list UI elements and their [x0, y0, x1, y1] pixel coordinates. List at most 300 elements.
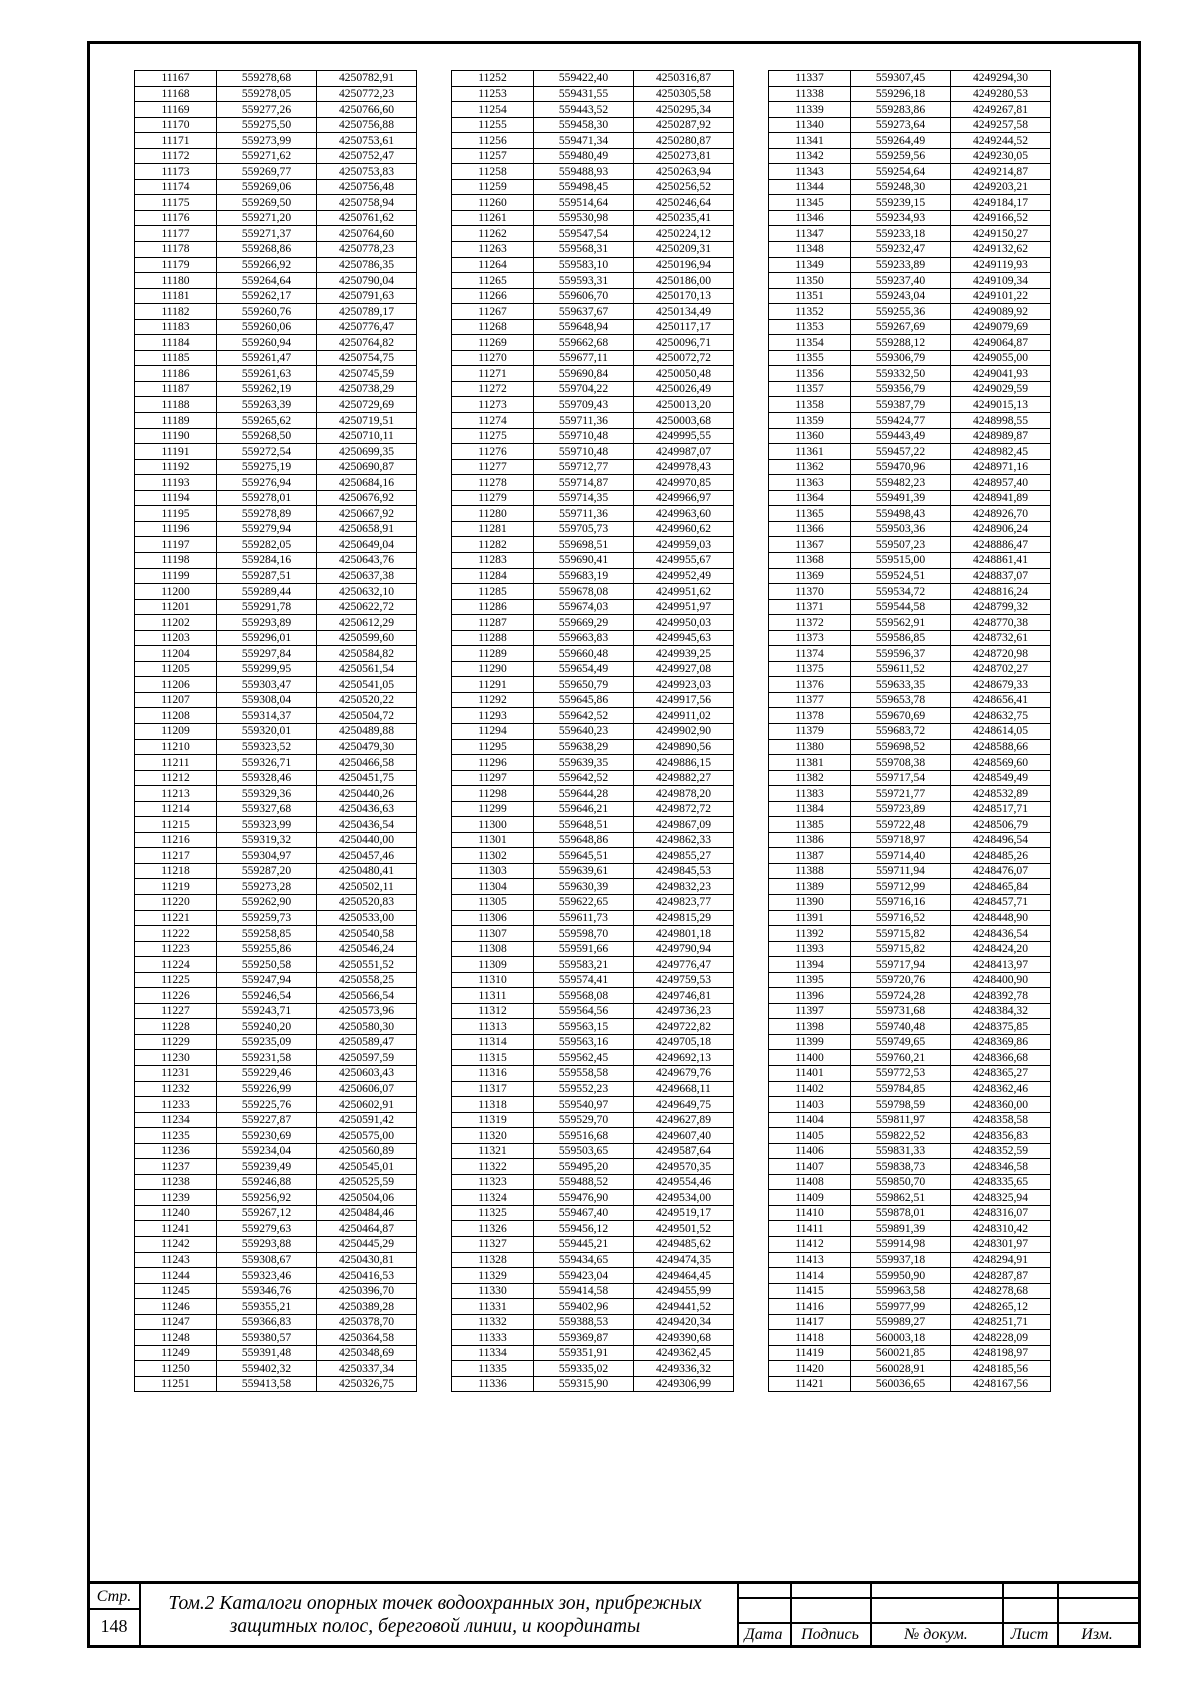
point-number-cell: 11351 — [769, 288, 851, 304]
x-coordinate-cell: 559271,37 — [217, 226, 317, 242]
x-coordinate-cell: 559740,48 — [851, 1019, 951, 1035]
table-row — [135, 490, 417, 506]
point-number-cell: 11320 — [452, 1128, 534, 1144]
point-number-cell: 11283 — [452, 552, 534, 568]
x-coordinate-cell: 560003,18 — [851, 1330, 951, 1346]
table-row — [452, 304, 734, 320]
point-number-cell: 11198 — [135, 552, 217, 568]
point-number-cell: 11277 — [452, 459, 534, 475]
point-number-cell: 11228 — [135, 1019, 217, 1035]
point-number-cell: 11259 — [452, 179, 534, 195]
x-coordinate-cell: 559718,97 — [851, 832, 951, 848]
y-coordinate-cell: 4250378,70 — [317, 1314, 417, 1330]
x-coordinate-cell: 559650,79 — [534, 677, 634, 693]
point-number-cell: 11219 — [135, 879, 217, 895]
table-row — [135, 817, 417, 833]
point-number-cell: 11184 — [135, 335, 217, 351]
y-coordinate-cell: 4249776,47 — [634, 957, 734, 973]
x-coordinate-cell: 559303,47 — [217, 677, 317, 693]
y-coordinate-cell: 4250551,52 — [317, 957, 417, 973]
table-row — [135, 1237, 417, 1253]
y-coordinate-cell: 4250753,61 — [317, 133, 417, 149]
x-coordinate-cell: 559677,11 — [534, 350, 634, 366]
point-number-cell: 11366 — [769, 521, 851, 537]
x-coordinate-cell: 559229,46 — [217, 1066, 317, 1082]
y-coordinate-cell: 4250520,22 — [317, 692, 417, 708]
table-row — [452, 490, 734, 506]
table-row — [452, 273, 734, 289]
table-row — [135, 1330, 417, 1346]
point-number-cell: 11242 — [135, 1237, 217, 1253]
x-coordinate-cell: 559638,29 — [534, 739, 634, 755]
point-number-cell: 11404 — [769, 1112, 851, 1128]
x-coordinate-cell: 559698,52 — [851, 739, 951, 755]
point-number-cell: 11392 — [769, 926, 851, 942]
table-row — [452, 257, 734, 273]
point-number-cell: 11317 — [452, 1081, 534, 1097]
y-coordinate-cell: 4249570,35 — [634, 1159, 734, 1175]
y-coordinate-cell: 4249790,94 — [634, 941, 734, 957]
point-number-cell: 11171 — [135, 133, 217, 149]
point-number-cell: 11412 — [769, 1237, 851, 1253]
point-number-cell: 11377 — [769, 692, 851, 708]
point-number-cell: 11343 — [769, 164, 851, 180]
point-number-cell: 11344 — [769, 179, 851, 195]
y-coordinate-cell: 4250287,92 — [634, 117, 734, 133]
table-row — [452, 1174, 734, 1190]
point-number-cell: 11333 — [452, 1330, 534, 1346]
x-coordinate-cell: 559720,76 — [851, 972, 951, 988]
y-coordinate-cell: 4250597,59 — [317, 1050, 417, 1066]
y-coordinate-cell: 4250235,41 — [634, 210, 734, 226]
y-coordinate-cell: 4250072,72 — [634, 350, 734, 366]
y-coordinate-cell: 4249244,52 — [951, 133, 1051, 149]
table-row — [452, 879, 734, 895]
point-number-cell: 11211 — [135, 755, 217, 771]
table-row — [452, 1237, 734, 1253]
x-coordinate-cell: 559351,91 — [534, 1345, 634, 1361]
y-coordinate-cell: 4249101,22 — [951, 288, 1051, 304]
y-coordinate-cell: 4249119,93 — [951, 257, 1051, 273]
y-coordinate-cell: 4249015,13 — [951, 397, 1051, 413]
y-coordinate-cell: 4250466,58 — [317, 755, 417, 771]
y-coordinate-cell: 4250599,60 — [317, 630, 417, 646]
table-row — [769, 1376, 1051, 1392]
y-coordinate-cell: 4249041,93 — [951, 366, 1051, 382]
y-coordinate-cell: 4249952,49 — [634, 568, 734, 584]
point-number-cell: 11287 — [452, 615, 534, 631]
point-number-cell: 11281 — [452, 521, 534, 537]
x-coordinate-cell: 559319,32 — [217, 832, 317, 848]
y-coordinate-cell: 4250533,00 — [317, 910, 417, 926]
coordinates-table-1 — [134, 70, 417, 1392]
point-number-cell: 11205 — [135, 661, 217, 677]
point-number-cell: 11221 — [135, 910, 217, 926]
x-coordinate-cell: 559654,49 — [534, 661, 634, 677]
table-row — [135, 552, 417, 568]
x-coordinate-cell: 559563,16 — [534, 1034, 634, 1050]
table-row — [769, 319, 1051, 335]
x-coordinate-cell: 559749,65 — [851, 1034, 951, 1050]
point-number-cell: 11229 — [135, 1034, 217, 1050]
x-coordinate-cell: 559598,70 — [534, 926, 634, 942]
y-coordinate-cell: 4249890,56 — [634, 739, 734, 755]
x-coordinate-cell: 559289,44 — [217, 584, 317, 600]
point-number-cell: 11358 — [769, 397, 851, 413]
table-row — [769, 1174, 1051, 1190]
point-number-cell: 11356 — [769, 366, 851, 382]
y-coordinate-cell: 4249950,03 — [634, 615, 734, 631]
y-coordinate-cell: 4248294,91 — [951, 1252, 1051, 1268]
y-coordinate-cell: 4250196,94 — [634, 257, 734, 273]
x-coordinate-cell: 559293,89 — [217, 615, 317, 631]
table-row — [452, 1034, 734, 1050]
table-row — [769, 552, 1051, 568]
y-coordinate-cell: 4248679,33 — [951, 677, 1051, 693]
point-number-cell: 11327 — [452, 1237, 534, 1253]
x-coordinate-cell: 559288,12 — [851, 335, 951, 351]
table-row — [769, 242, 1051, 258]
y-coordinate-cell: 4249939,25 — [634, 646, 734, 662]
y-coordinate-cell: 4249534,00 — [634, 1190, 734, 1206]
y-coordinate-cell: 4249455,99 — [634, 1283, 734, 1299]
point-number-cell: 11354 — [769, 335, 851, 351]
table-row — [452, 723, 734, 739]
table-row — [452, 1003, 734, 1019]
point-number-cell: 11384 — [769, 801, 851, 817]
x-coordinate-cell: 559434,65 — [534, 1252, 634, 1268]
y-coordinate-cell: 4250489,88 — [317, 723, 417, 739]
y-coordinate-cell: 4249872,72 — [634, 801, 734, 817]
y-coordinate-cell: 4248770,38 — [951, 615, 1051, 631]
table-row — [452, 926, 734, 942]
point-number-cell: 11285 — [452, 584, 534, 600]
point-number-cell: 11268 — [452, 319, 534, 335]
x-coordinate-cell: 559711,94 — [851, 863, 951, 879]
point-number-cell: 11269 — [452, 335, 534, 351]
table-row — [452, 552, 734, 568]
x-coordinate-cell: 559717,94 — [851, 957, 951, 973]
x-coordinate-cell: 559606,70 — [534, 288, 634, 304]
x-coordinate-cell: 559503,36 — [851, 521, 951, 537]
point-number-cell: 11302 — [452, 848, 534, 864]
x-coordinate-cell: 559237,40 — [851, 273, 951, 289]
revision-header: Изм. — [1081, 1626, 1113, 1643]
table-row — [452, 817, 734, 833]
y-coordinate-cell: 4248906,24 — [951, 521, 1051, 537]
x-coordinate-cell: 559467,40 — [534, 1205, 634, 1221]
point-number-cell: 11234 — [135, 1112, 217, 1128]
y-coordinate-cell: 4249945,63 — [634, 630, 734, 646]
y-coordinate-cell: 4250209,31 — [634, 242, 734, 258]
y-coordinate-cell: 4248301,97 — [951, 1237, 1051, 1253]
table-row — [769, 1345, 1051, 1361]
table-row — [769, 428, 1051, 444]
x-coordinate-cell: 559711,36 — [534, 413, 634, 429]
y-coordinate-cell: 4250761,62 — [317, 210, 417, 226]
point-number-cell: 11195 — [135, 506, 217, 522]
table-row — [769, 661, 1051, 677]
y-coordinate-cell: 4250546,24 — [317, 941, 417, 957]
point-number-cell: 11202 — [135, 615, 217, 631]
point-number-cell: 11421 — [769, 1376, 851, 1392]
table-row — [769, 71, 1051, 87]
table-row — [135, 397, 417, 413]
x-coordinate-cell: 559639,35 — [534, 755, 634, 771]
table-row — [135, 350, 417, 366]
x-coordinate-cell: 559622,65 — [534, 894, 634, 910]
y-coordinate-cell: 4250170,13 — [634, 288, 734, 304]
point-number-cell: 11345 — [769, 195, 851, 211]
point-number-cell: 11194 — [135, 490, 217, 506]
x-coordinate-cell: 559265,62 — [217, 413, 317, 429]
table-row — [135, 770, 417, 786]
y-coordinate-cell: 4250096,71 — [634, 335, 734, 351]
y-coordinate-cell: 4248614,05 — [951, 723, 1051, 739]
x-coordinate-cell: 559308,04 — [217, 692, 317, 708]
point-number-cell: 11361 — [769, 444, 851, 460]
y-coordinate-cell: 4250719,51 — [317, 413, 417, 429]
table-row — [452, 1019, 734, 1035]
point-number-cell: 11371 — [769, 599, 851, 615]
point-number-cell: 11170 — [135, 117, 217, 133]
y-coordinate-cell: 4250643,76 — [317, 552, 417, 568]
y-coordinate-cell: 4249501,52 — [634, 1221, 734, 1237]
x-coordinate-cell: 559233,89 — [851, 257, 951, 273]
y-coordinate-cell: 4249587,64 — [634, 1143, 734, 1159]
table-row — [769, 1330, 1051, 1346]
point-number-cell: 11273 — [452, 397, 534, 413]
y-coordinate-cell: 4249955,67 — [634, 552, 734, 568]
point-number-cell: 11359 — [769, 413, 851, 429]
y-coordinate-cell: 4250316,87 — [634, 71, 734, 87]
table-row — [769, 210, 1051, 226]
y-coordinate-cell: 4250622,72 — [317, 599, 417, 615]
table-row — [769, 117, 1051, 133]
y-coordinate-cell: 4250305,58 — [634, 86, 734, 102]
y-coordinate-cell: 4249474,35 — [634, 1252, 734, 1268]
table-row — [135, 1143, 417, 1159]
point-number-cell: 11172 — [135, 148, 217, 164]
table-row — [452, 164, 734, 180]
x-coordinate-cell: 559850,70 — [851, 1174, 951, 1190]
table-row — [135, 739, 417, 755]
point-number-cell: 11208 — [135, 708, 217, 724]
page-number: 148 — [100, 1616, 128, 1636]
table-row — [769, 288, 1051, 304]
table-row — [452, 1159, 734, 1175]
point-number-cell: 11342 — [769, 148, 851, 164]
point-number-cell: 11312 — [452, 1003, 534, 1019]
x-coordinate-cell: 559644,28 — [534, 786, 634, 802]
x-coordinate-cell: 559583,21 — [534, 957, 634, 973]
point-number-cell: 11258 — [452, 164, 534, 180]
y-coordinate-cell: 4248532,89 — [951, 786, 1051, 802]
table-row — [452, 133, 734, 149]
y-coordinate-cell: 4250273,81 — [634, 148, 734, 164]
point-number-cell: 11418 — [769, 1330, 851, 1346]
table-row — [135, 335, 417, 351]
table-row — [769, 1066, 1051, 1082]
x-coordinate-cell: 559262,19 — [217, 381, 317, 397]
point-number-cell: 11288 — [452, 630, 534, 646]
table-row — [769, 972, 1051, 988]
point-number-cell: 11215 — [135, 817, 217, 833]
x-coordinate-cell: 559669,29 — [534, 615, 634, 631]
table-row — [452, 1376, 734, 1392]
table-row — [769, 304, 1051, 320]
y-coordinate-cell: 4249554,46 — [634, 1174, 734, 1190]
table-row — [135, 863, 417, 879]
point-number-cell: 11378 — [769, 708, 851, 724]
point-number-cell: 11401 — [769, 1066, 851, 1082]
table-row — [769, 1190, 1051, 1206]
table-row — [769, 506, 1051, 522]
y-coordinate-cell: 4250541,05 — [317, 677, 417, 693]
x-coordinate-cell: 559470,96 — [851, 459, 951, 475]
point-number-cell: 11296 — [452, 755, 534, 771]
x-coordinate-cell: 559272,54 — [217, 444, 317, 460]
point-number-cell: 11339 — [769, 102, 851, 118]
y-coordinate-cell: 4248816,24 — [951, 584, 1051, 600]
point-number-cell: 11235 — [135, 1128, 217, 1144]
x-coordinate-cell: 559284,16 — [217, 552, 317, 568]
y-coordinate-cell: 4249995,55 — [634, 428, 734, 444]
point-number-cell: 11216 — [135, 832, 217, 848]
table-row — [769, 832, 1051, 848]
table-row — [769, 102, 1051, 118]
table-row — [769, 335, 1051, 351]
y-coordinate-cell: 4248335,65 — [951, 1174, 1051, 1190]
date-header: Дата — [744, 1626, 783, 1643]
table-row — [769, 366, 1051, 382]
table-row — [135, 102, 417, 118]
point-number-cell: 11181 — [135, 288, 217, 304]
x-coordinate-cell: 559558,58 — [534, 1066, 634, 1082]
y-coordinate-cell: 4248369,86 — [951, 1034, 1051, 1050]
x-coordinate-cell: 559891,39 — [851, 1221, 951, 1237]
table-row — [452, 1050, 734, 1066]
x-coordinate-cell: 559239,49 — [217, 1159, 317, 1175]
point-number-cell: 11187 — [135, 381, 217, 397]
y-coordinate-cell: 4249089,92 — [951, 304, 1051, 320]
point-number-cell: 11398 — [769, 1019, 851, 1035]
x-coordinate-cell: 559495,20 — [534, 1159, 634, 1175]
x-coordinate-cell: 559327,68 — [217, 801, 317, 817]
table-row — [452, 1066, 734, 1082]
table-row — [769, 1003, 1051, 1019]
x-coordinate-cell: 559323,52 — [217, 739, 317, 755]
y-coordinate-cell: 4250591,42 — [317, 1112, 417, 1128]
table-row — [135, 584, 417, 600]
x-coordinate-cell: 559231,58 — [217, 1050, 317, 1066]
y-coordinate-cell: 4248517,71 — [951, 801, 1051, 817]
x-coordinate-cell: 559356,79 — [851, 381, 951, 397]
table-row — [452, 584, 734, 600]
point-number-cell: 11290 — [452, 661, 534, 677]
table-row — [769, 1128, 1051, 1144]
table-row — [769, 584, 1051, 600]
x-coordinate-cell: 559443,52 — [534, 102, 634, 118]
table-row — [769, 381, 1051, 397]
point-number-cell: 11186 — [135, 366, 217, 382]
point-number-cell: 11367 — [769, 537, 851, 553]
point-number-cell: 11324 — [452, 1190, 534, 1206]
x-coordinate-cell: 559721,77 — [851, 786, 951, 802]
point-number-cell: 11380 — [769, 739, 851, 755]
point-number-cell: 11188 — [135, 397, 217, 413]
y-coordinate-cell: 4250348,69 — [317, 1345, 417, 1361]
point-number-cell: 11292 — [452, 692, 534, 708]
table-row — [135, 646, 417, 662]
table-row — [452, 319, 734, 335]
point-number-cell: 11253 — [452, 86, 534, 102]
table-row — [135, 210, 417, 226]
table-row — [769, 863, 1051, 879]
x-coordinate-cell: 559529,70 — [534, 1112, 634, 1128]
table-row — [135, 273, 417, 289]
point-number-cell: 11241 — [135, 1221, 217, 1237]
table-row — [452, 894, 734, 910]
y-coordinate-cell: 4250134,49 — [634, 304, 734, 320]
x-coordinate-cell: 559279,63 — [217, 1221, 317, 1237]
x-coordinate-cell: 559273,64 — [851, 117, 951, 133]
page-label: Стр. — [96, 1588, 132, 1605]
point-number-cell: 11220 — [135, 894, 217, 910]
point-number-cell: 11247 — [135, 1314, 217, 1330]
y-coordinate-cell: 4250764,60 — [317, 226, 417, 242]
x-coordinate-cell: 559989,27 — [851, 1314, 951, 1330]
y-coordinate-cell: 4248424,20 — [951, 941, 1051, 957]
table-row — [135, 195, 417, 211]
y-coordinate-cell: 4249203,21 — [951, 179, 1051, 195]
document-title: Том.2 Каталоги опорных точек водоохранных зон, прибрежных защитных полос, береговой линии, и координаты — [168, 1593, 702, 1638]
point-number-cell: 11295 — [452, 739, 534, 755]
y-coordinate-cell: 4250337,34 — [317, 1361, 417, 1377]
y-coordinate-cell: 4250436,63 — [317, 801, 417, 817]
y-coordinate-cell: 4249951,97 — [634, 599, 734, 615]
table-row — [769, 1019, 1051, 1035]
table-row — [135, 1283, 417, 1299]
point-number-cell: 11400 — [769, 1050, 851, 1066]
title-block — [87, 1581, 1141, 1648]
table-row — [769, 1361, 1051, 1377]
table-row — [135, 894, 417, 910]
y-coordinate-cell: 4249692,13 — [634, 1050, 734, 1066]
x-coordinate-cell: 559278,01 — [217, 490, 317, 506]
point-number-cell: 11261 — [452, 210, 534, 226]
point-number-cell: 11376 — [769, 677, 851, 693]
x-coordinate-cell: 559355,21 — [217, 1299, 317, 1315]
y-coordinate-cell: 4250003,68 — [634, 413, 734, 429]
x-coordinate-cell: 559714,35 — [534, 490, 634, 506]
point-number-cell: 11204 — [135, 646, 217, 662]
point-number-cell: 11212 — [135, 770, 217, 786]
x-coordinate-cell: 559530,98 — [534, 210, 634, 226]
table-row — [135, 1066, 417, 1082]
point-number-cell: 11306 — [452, 910, 534, 926]
y-coordinate-cell: 4249963,60 — [634, 506, 734, 522]
x-coordinate-cell: 559648,94 — [534, 319, 634, 335]
y-coordinate-cell: 4249649,75 — [634, 1097, 734, 1113]
x-coordinate-cell: 559633,35 — [851, 677, 951, 693]
table-row — [452, 86, 734, 102]
y-coordinate-cell: 4248506,79 — [951, 817, 1051, 833]
table-row — [135, 755, 417, 771]
table-row — [135, 475, 417, 491]
point-number-cell: 11266 — [452, 288, 534, 304]
table-row — [769, 926, 1051, 942]
